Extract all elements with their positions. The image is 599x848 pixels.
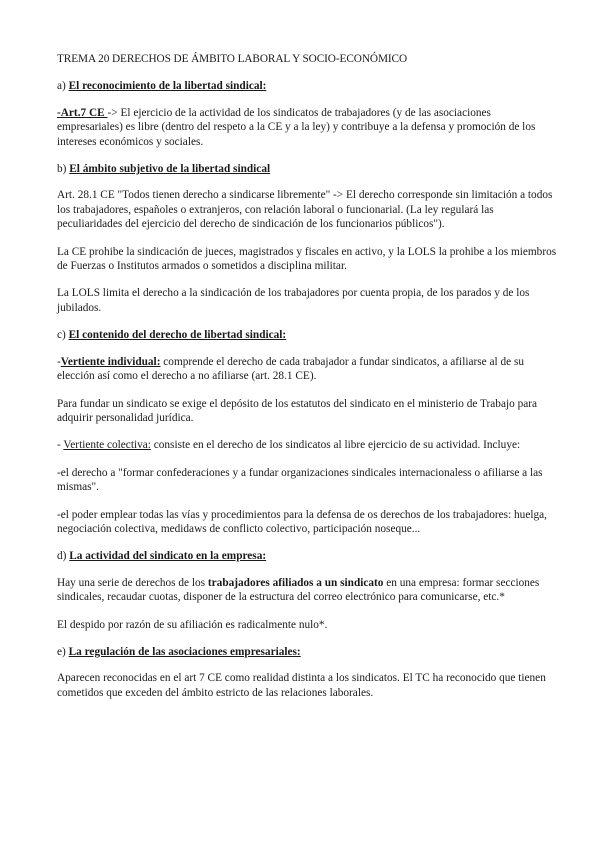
paragraph	[57, 438, 557, 452]
paragraph-prefix: -	[57, 355, 61, 368]
paragraph-text: Hay una serie de derechos de los	[57, 576, 208, 589]
paragraph: -el poder emplear todas las vías y procedimientos para la defensa de os derechos de los trabajadores: huelga, negociación colectiva, medidaws de conflicto colectivo, participación noseque...	[57, 508, 547, 535]
section-a-heading	[57, 79, 557, 93]
section-a	[57, 79, 557, 149]
section-d-heading	[57, 549, 557, 563]
paragraph-lead: -Art.7 CE	[57, 106, 108, 119]
paragraph: La LOLS limita el derecho a la sindicación de los trabajadores por cuenta propia, de los parados y de los jubilados.	[57, 287, 530, 314]
paragraph	[57, 106, 557, 149]
paragraph-text: en una empresa: formar secciones sindicales, recaudar cuotas, disponer de la estructura del correo electrónico para comunicarse, etc.*	[57, 576, 540, 604]
section-title: El ámbito subjetivo de la libertad sindical	[69, 163, 271, 176]
paragraph-text: -> El ejercicio de la actividad de los sindicatos de trabajadores (y de las asociaciones empresariales) es libre (dentro del respeto a la CE y a la ley) y contribuye a la defensa y promoción de los intereses económicos y sociales.	[57, 106, 536, 148]
paragraph: El despido por razón de su afiliación es radicalmente nulo*.	[57, 618, 328, 631]
section-d	[57, 549, 557, 632]
section-letter: a)	[57, 80, 66, 93]
section-title: El reconocimiento de la libertad sindical:	[68, 80, 267, 93]
paragraph: Para fundar un sindicato se exige el depósito de los estatutos del sindicato en el ministerio de Trabajo para adquirir personalidad jurídica.	[57, 397, 538, 424]
section-letter: d)	[57, 550, 67, 563]
paragraph: -el derecho a "formar confederaciones y a fundar organizaciones sindicales internacionaless o afiliarse a las mismas".	[57, 466, 543, 494]
document-page	[57, 52, 557, 713]
paragraph	[57, 355, 557, 384]
paragraph-text: consiste en el derecho de los sindicatos al libre ejercicio de su actividad. Incluye:	[150, 439, 521, 452]
section-b	[57, 162, 557, 315]
paragraph-bold: trabajadores afiliados a un sindicato	[207, 576, 384, 589]
section-title: El contenido del derecho de libertad sindical:	[68, 329, 287, 342]
paragraph-lead: Vertiente colectiva:	[63, 439, 151, 452]
paragraph: Art. 28.1 CE "Todos tienen derecho a sindicarse libremente" -> El derecho corresponde sin limitación a todos los trabajadores, españoles o extranjeros, con relación laboral o funcionarial. (La ley regulará las peculiaridades del ejercicio del derecho de sindicación de los funcionarios públicos").	[57, 189, 553, 231]
paragraph-text: comprende el derecho de cada trabajador a fundar sindicatos, a afiliarse al de su elección así como el derecho a no afiliarse (art. 28.1 CE).	[57, 355, 524, 383]
section-title: La regulación de las asociaciones empresariales:	[68, 645, 301, 658]
section-letter: c)	[57, 329, 66, 342]
document-title: TREMA 20 DERECHOS DE ÁMBITO LABORAL Y SOCIO-ECONÓMICO	[57, 53, 408, 65]
paragraph	[57, 576, 557, 605]
section-title: La actividad del sindicato en la empresa:	[69, 550, 267, 563]
paragraph: Aparecen reconocidas en el art 7 CE como realidad distinta a los sindicatos. El TC ha reconocido que tienen cometidos que exceden del ámbito estricto de las relaciones laborales.	[57, 672, 546, 699]
section-b-heading	[57, 162, 557, 176]
section-c	[57, 328, 557, 536]
paragraph: La CE prohibe la sindicación de jueces, magistrados y fiscales en activo, y la LOLS la prohibe a los miembros de Fuerzas o Institutos armados o sometidos a disciplina militar.	[57, 245, 557, 273]
section-letter: e)	[57, 645, 66, 658]
section-letter: b)	[57, 163, 67, 176]
paragraph-lead: Vertiente individual:	[60, 355, 161, 368]
paragraph-prefix: -	[57, 439, 64, 452]
section-c-heading	[57, 328, 557, 342]
section-e-heading	[57, 645, 557, 659]
section-e	[57, 645, 557, 700]
